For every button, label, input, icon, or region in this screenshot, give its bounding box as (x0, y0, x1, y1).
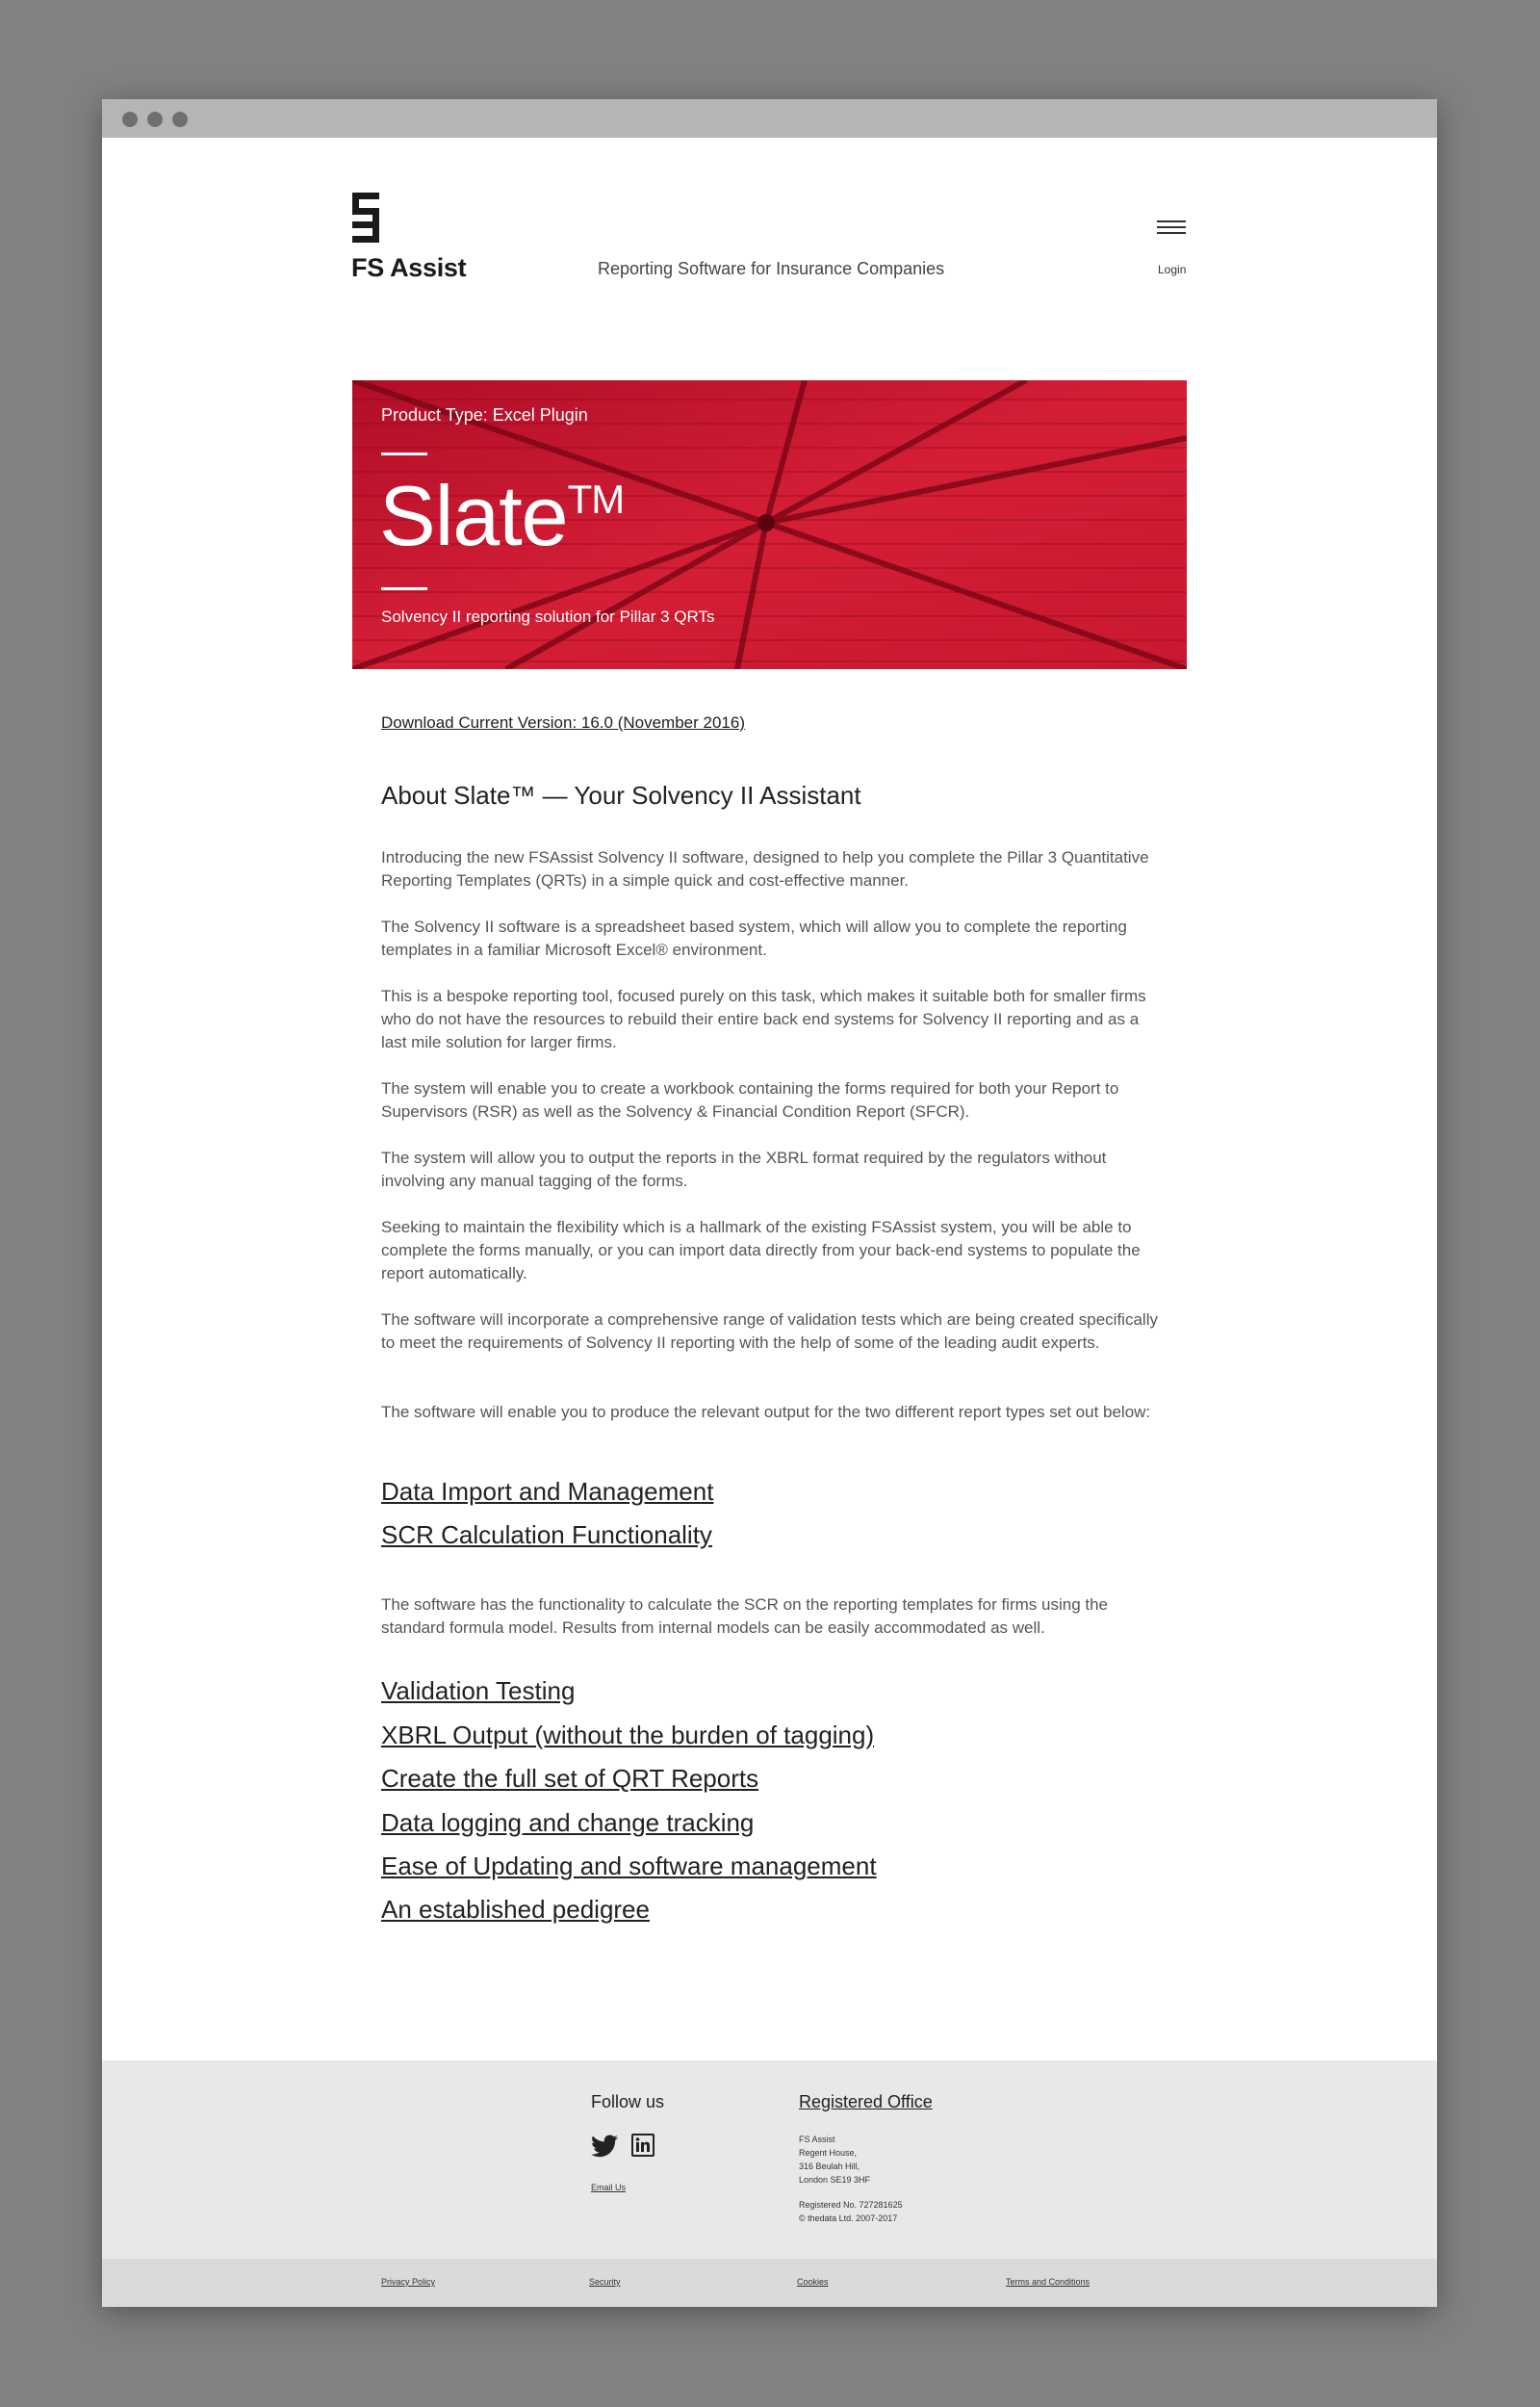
hero-banner (352, 380, 1187, 669)
footer (102, 2060, 1437, 2259)
section-link-established-pedigree[interactable]: An established pedigree (381, 1895, 650, 1924)
trademark-symbol: TM (567, 477, 625, 522)
privacy-policy-link[interactable]: Privacy Policy (381, 2277, 436, 2287)
address-line-3: 316 Beulah Hill, (799, 2161, 860, 2171)
registration-number: Registered No. 727281625 (799, 2200, 903, 2210)
download-current-version-link[interactable]: Download Current Version: 16.0 (November 2016) (381, 713, 745, 732)
hero-divider-top (381, 453, 427, 455)
intro-paragraph: Introducing the new FSAssist Solvency II software, designed to help you complete the Pillar 3 Quantitative Reporting Templates (QRTs) in a simple quick and cost-effective manner. (381, 848, 1149, 890)
section-link-xbrl-output[interactable]: XBRL Output (without the burden of tagging) (381, 1721, 875, 1749)
hero-title-text: Slate (379, 468, 568, 563)
brand-name[interactable]: FS Assist (351, 253, 467, 282)
bespoke-tool-paragraph: This is a bespoke reporting tool, focused purely on this task, which makes it suitable both for smaller firms who do not have the resources to rebuild their entire back end systems for Solvency II reporting and as a last mile solution for larger firms. (381, 987, 1146, 1051)
address-line-4: London SE19 3HF (799, 2175, 871, 2185)
subfooter (102, 2259, 1437, 2307)
xbrl-paragraph: The system will allow you to output the reports in the XBRL format required by the regulators without involving any manual tagging of the forms. (381, 1149, 1107, 1190)
hero-title (379, 468, 625, 563)
window-titlebar (102, 99, 1437, 138)
flexibility-paragraph: Seeking to maintain the flexibility which is a hallmark of the existing FSAssist system, you will be able to complete the forms manually, or you can import data directly from your back-end systems to populate the report automatically. (381, 1218, 1141, 1282)
section-link-scr-calculation[interactable]: SCR Calculation Functionality (381, 1520, 712, 1549)
registered-office-heading[interactable]: Registered Office (799, 2092, 933, 2111)
follow-us-heading: Follow us (591, 2092, 665, 2111)
window-minimize-dot[interactable] (147, 112, 163, 127)
browser-window (102, 99, 1437, 2307)
linkedin-icon[interactable] (631, 2134, 654, 2157)
window-maximize-dot[interactable] (172, 112, 188, 127)
address-line-2: Regent House, (799, 2148, 858, 2158)
hero-divider-bottom (381, 587, 427, 590)
terms-and-conditions-link[interactable]: Terms and Conditions (1006, 2277, 1091, 2287)
section-link-ease-of-updating[interactable]: Ease of Updating and software management (381, 1851, 877, 1880)
email-us-link[interactable]: Email Us (591, 2183, 627, 2192)
cookies-link[interactable]: Cookies (797, 2277, 829, 2287)
copyright-notice: © thedata Ltd. 2007-2017 (799, 2213, 898, 2223)
section-link-qrt-reports[interactable]: Create the full set of QRT Reports (381, 1764, 759, 1793)
window-close-dot[interactable] (122, 112, 138, 127)
hero-subtitle: Solvency II reporting solution for Pillar 3 QRTs (381, 608, 715, 626)
address-line-1: FS Assist (799, 2135, 835, 2144)
tagline: Reporting Software for Insurance Companies (598, 259, 945, 278)
product-type-label: Product Type: Excel Plugin (381, 405, 588, 425)
validation-paragraph: The software will incorporate a comprehensive range of validation tests which are being created specifically to meet the requirements of Solvency II reporting with the help of some of the leading audit experts. (381, 1310, 1158, 1352)
hamburger-menu-icon[interactable] (1157, 219, 1188, 238)
twitter-icon[interactable] (591, 2135, 618, 2158)
section-link-data-import[interactable]: Data Import and Management (381, 1477, 714, 1506)
scr-paragraph: The software has the functionality to calculate the SCR on the reporting templates for firms using the standard formula model. Results from internal models can be easily accommodated as well. (381, 1595, 1108, 1637)
about-heading: About Slate™ — Your Solvency II Assistant (381, 781, 861, 810)
login-link[interactable]: Login (1158, 263, 1187, 276)
workbook-paragraph: The system will enable you to create a workbook containing the forms required for both your Report to Supervisors (RSR) as well as the Solvency & Financial Condition Report (SFCR). (381, 1079, 1119, 1121)
section-link-data-logging[interactable]: Data logging and change tracking (381, 1808, 755, 1837)
section-link-validation-testing[interactable]: Validation Testing (381, 1676, 576, 1705)
security-link[interactable]: Security (589, 2277, 621, 2287)
spreadsheet-paragraph: The Solvency II software is a spreadsheet based system, which will allow you to complete the reporting templates in a familiar Microsoft Excel® environment. (381, 918, 1127, 959)
output-paragraph: The software will enable you to produce the relevant output for the two different report types set out below: (381, 1403, 1151, 1421)
fs-logo-icon[interactable] (352, 193, 379, 243)
